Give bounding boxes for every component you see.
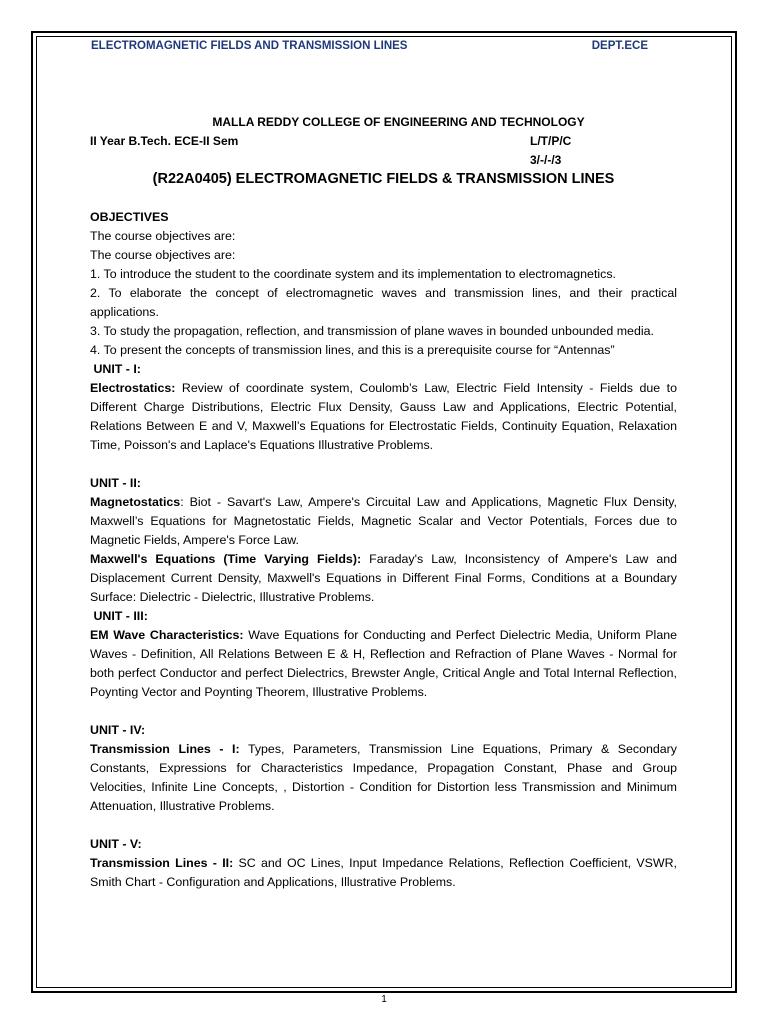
ltpc-row: [90, 151, 677, 170]
unit-3-content: [90, 626, 677, 702]
objectives-intro: The course objectives are:: [90, 248, 236, 262]
unit-2-topic: Magnetostatics: [90, 495, 181, 509]
header-department: DEPT.ECE: [591, 40, 648, 52]
college-name: MALLA REDDY COLLEGE OF ENGINEERING AND TECHNOLOGY: [212, 115, 585, 129]
unit-4-content: [90, 740, 677, 816]
unit-5-content: [90, 854, 677, 892]
unit-2-text-b: Faraday's Law, Inconsistency of Ampere's Law and Displacement Current Density, Maxwell's Equations in Different Final Forms, Conditions at a Boundary Surface: Dielectric - Dielectric, Illustrative Problems.: [90, 552, 678, 604]
year-sem-row: [90, 132, 677, 151]
unit-4-heading: UNIT - IV:: [90, 723, 146, 737]
objectives-heading: OBJECTIVES: [90, 210, 169, 224]
page-number: 1: [381, 994, 387, 1005]
unit-2-heading: UNIT - II:: [90, 476, 141, 490]
unit-5-heading: UNIT - V:: [90, 837, 142, 851]
unit-2-content-b: [90, 550, 677, 607]
unit-1-heading: UNIT - I:: [90, 362, 141, 376]
unit-5-topic: Transmission Lines - II:: [90, 856, 234, 870]
unit-2-content: [90, 493, 677, 550]
unit-3-topic: EM Wave Characteristics:: [90, 628, 244, 642]
unit-1-topic: Electrostatics:: [90, 381, 176, 395]
unit-2-topic-b: Maxwell's Equations (Time Varying Fields):: [90, 552, 362, 566]
objective-item: 3. To study the propagation, reflection, and transmission of plane waves in bounded unbounded media.: [90, 324, 654, 338]
header-course-title: ELECTROMAGNETIC FIELDS AND TRANSMISSION LINES: [91, 40, 408, 52]
syllabus-body: [90, 113, 677, 892]
unit-4-text: Types, Parameters, Transmission Line Equations, Primary & Secondary Constants, Expressions for Characteristics Impedance, Propagation Constant, Phase and Group Velocities, Infinite Line Concepts, , Distortion - Condition for Distortion less Transmission and Minimum Attenuation, Illustrative Problems.: [90, 742, 678, 813]
ltpc-label: L/T/P/C: [530, 134, 572, 148]
unit-1-content: [90, 379, 677, 455]
objectives-intro: The course objectives are:: [90, 229, 236, 243]
running-header: [91, 40, 648, 56]
unit-5-text: SC and OC Lines, Input Impedance Relations, Reflection Coefficient, VSWR, Smith Chart - Configuration and Applications, Illustrative Problems.: [90, 856, 677, 889]
ltpc-value: 3/-/-/3: [530, 153, 562, 167]
objective-item: 1. To introduce the student to the coordinate system and its implementation to electromagnetics.: [90, 267, 616, 281]
unit-1-text: Review of coordinate system, Coulomb’s Law, Electric Field Intensity - Fields due to Different Charge Distributions, Electric Flux Density, Gauss Law and Applications, Electric Potential, Relations Between E and V, Maxwell’s Equations for Electrostatic Fields, Continuity Equation, Relaxation Time, Poisson's and Laplace's Equations Illustrative Problems.: [90, 381, 677, 452]
year-sem: II Year B.Tech. ECE-II Sem: [90, 134, 239, 148]
unit-3-heading: UNIT - III:: [90, 609, 148, 623]
unit-4-topic: Transmission Lines - I:: [90, 742, 240, 756]
unit-2-text: : Biot - Savart's Law, Ampere's Circuital Law and Applications, Magnetic Flux Density, Maxwell’s Equations for Magnetostatic Fields, Magnetic Scalar and Vector Potentials, Forces due to Magnetic Fields, Ampere's Force Law.: [90, 495, 677, 547]
objective-item: 4. To present the concepts of transmission lines, and this is a prerequisite course for “Antennas”: [90, 343, 615, 357]
unit-3-text: Wave Equations for Conducting and Perfect Dielectric Media, Uniform Plane Waves - Definition, All Relations Between E & H, Reflection and Refraction of Plane Waves - Normal for both perfect Conductor and perfect Dielectrics, Brewster Angle, Critical Angle and Total Internal Reflection, Poynting Vector and Poynting Theorem, Illustrative Problems.: [90, 628, 677, 699]
objective-item: 2. To elaborate the concept of electromagnetic waves and transmission lines, and their practical applications.: [90, 286, 677, 319]
course-title: (R22A0405) ELECTROMAGNETIC FIELDS & TRANSMISSION LINES: [152, 171, 615, 187]
